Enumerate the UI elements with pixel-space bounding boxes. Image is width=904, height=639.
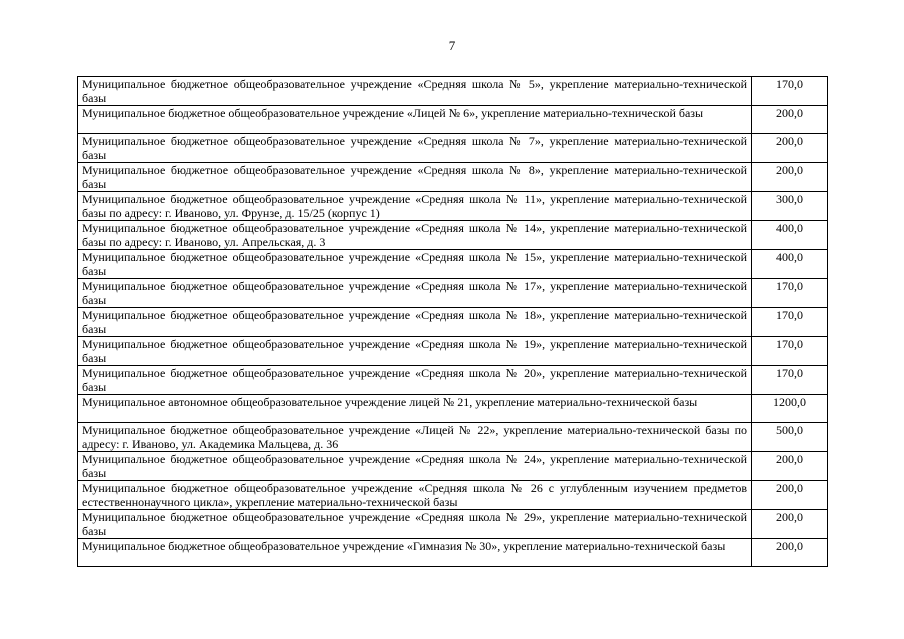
row-description: Муниципальное бюджетное общеобразовательное учреждение «Лицей № 22», укрепление материально-технической базы по адресу: г. Иваново, ул. Академика Мальцева, д. 36 xyxy=(78,423,752,452)
budget-table xyxy=(77,76,828,567)
row-description: Муниципальное автономное общеобразовательное учреждение лицей № 21, укрепление материально-технической базы xyxy=(78,395,752,423)
table-row xyxy=(78,192,828,221)
row-description: Муниципальное бюджетное общеобразовательное учреждение «Средняя школа № 5», укрепление материально-технической базы xyxy=(78,77,752,106)
row-amount: 170,0 xyxy=(752,279,828,308)
row-amount: 170,0 xyxy=(752,308,828,337)
table-row xyxy=(78,134,828,163)
row-amount: 200,0 xyxy=(752,452,828,481)
row-amount: 300,0 xyxy=(752,192,828,221)
row-description: Муниципальное бюджетное общеобразовательное учреждение «Гимназия № 30», укрепление материально-технической базы xyxy=(78,539,752,567)
table-row xyxy=(78,366,828,395)
table-row xyxy=(78,279,828,308)
row-description: Муниципальное бюджетное общеобразовательное учреждение «Средняя школа № 19», укрепление материально-технической базы xyxy=(78,337,752,366)
row-description: Муниципальное бюджетное общеобразовательное учреждение «Средняя школа № 15», укрепление материально-технической базы xyxy=(78,250,752,279)
row-description: Муниципальное бюджетное общеобразовательное учреждение «Средняя школа № 18», укрепление материально-технической базы xyxy=(78,308,752,337)
row-amount: 200,0 xyxy=(752,163,828,192)
row-amount: 200,0 xyxy=(752,481,828,510)
row-description: Муниципальное бюджетное общеобразовательное учреждение «Средняя школа № 8», укрепление материально-технической базы xyxy=(78,163,752,192)
table-row xyxy=(78,510,828,539)
table-row xyxy=(78,337,828,366)
row-description: Муниципальное бюджетное общеобразовательное учреждение «Средняя школа № 26 с углубленным изучением предметов естественнонаучного цикла», укрепление материально-технической базы xyxy=(78,481,752,510)
table-row xyxy=(78,395,828,423)
row-amount: 170,0 xyxy=(752,366,828,395)
row-description: Муниципальное бюджетное общеобразовательное учреждение «Средняя школа № 11», укрепление материально-технической базы по адресу: г. Иваново, ул. Фрунзе, д. 15/25 (корпус 1) xyxy=(78,192,752,221)
table-row xyxy=(78,250,828,279)
table-row xyxy=(78,539,828,567)
table-row xyxy=(78,452,828,481)
row-description: Муниципальное бюджетное общеобразовательное учреждение «Средняя школа № 17», укрепление материально-технической базы xyxy=(78,279,752,308)
table-row xyxy=(78,106,828,134)
row-amount: 400,0 xyxy=(752,221,828,250)
row-amount: 170,0 xyxy=(752,77,828,106)
row-amount: 400,0 xyxy=(752,250,828,279)
row-description: Муниципальное бюджетное общеобразовательное учреждение «Средняя школа № 7», укрепление материально-технической базы xyxy=(78,134,752,163)
row-amount: 170,0 xyxy=(752,337,828,366)
table-row xyxy=(78,308,828,337)
table-row xyxy=(78,481,828,510)
row-amount: 500,0 xyxy=(752,423,828,452)
row-amount: 200,0 xyxy=(752,510,828,539)
row-amount: 200,0 xyxy=(752,134,828,163)
row-description: Муниципальное бюджетное общеобразовательное учреждение «Средняя школа № 24», укрепление материально-технической базы xyxy=(78,452,752,481)
row-description: Муниципальное бюджетное общеобразовательное учреждение «Лицей № 6», укрепление материально-технической базы xyxy=(78,106,752,134)
table-row xyxy=(78,77,828,106)
row-amount: 1200,0 xyxy=(752,395,828,423)
row-amount: 200,0 xyxy=(752,106,828,134)
table-row xyxy=(78,423,828,452)
page-number: 7 xyxy=(448,38,456,53)
row-description: Муниципальное бюджетное общеобразовательное учреждение «Средняя школа № 14», укрепление материально-технической базы по адресу: г. Иваново, ул. Апрельская, д. 3 xyxy=(78,221,752,250)
row-amount: 200,0 xyxy=(752,539,828,567)
table-row xyxy=(78,163,828,192)
row-description: Муниципальное бюджетное общеобразовательное учреждение «Средняя школа № 29», укрепление материально-технической базы xyxy=(78,510,752,539)
row-description: Муниципальное бюджетное общеобразовательное учреждение «Средняя школа № 20», укрепление материально-технической базы xyxy=(78,366,752,395)
table-row xyxy=(78,221,828,250)
